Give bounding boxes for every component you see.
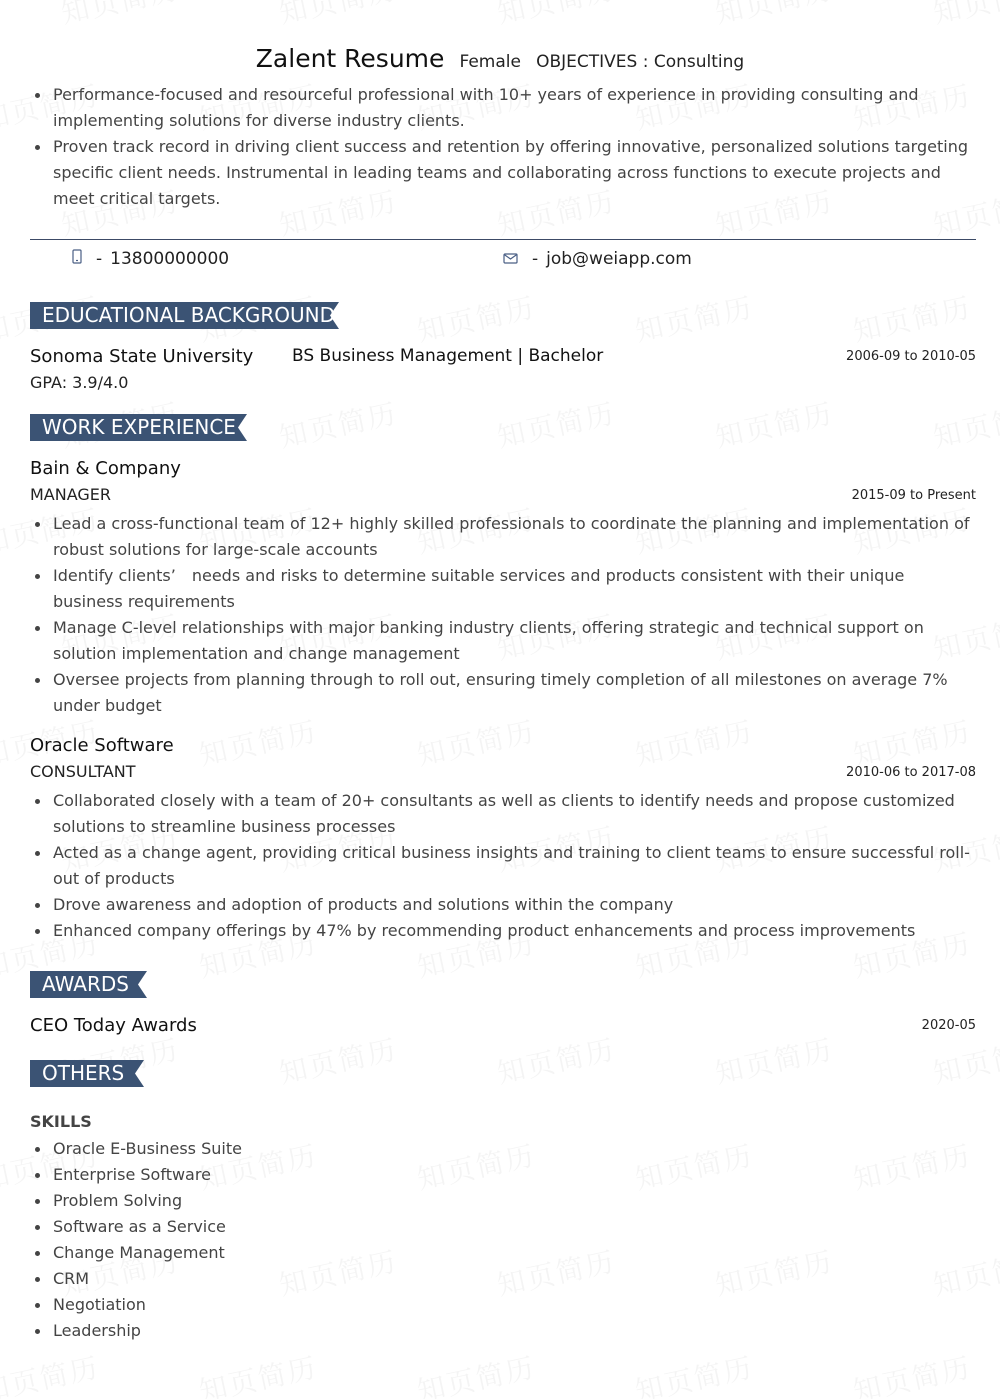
phone-contact	[72, 249, 229, 269]
phone-separator: -	[96, 249, 103, 269]
job-bullet: Oversee projects from planning through to roll out, ensuring timely completion of all milestones on average 7% under budget	[30, 667, 976, 719]
job-bullets	[30, 788, 976, 944]
job-bullet: Lead a cross-functional team of 12+ highly skilled professionals to coordinate the planning and implementation of robust solutions for large-scale accounts	[30, 511, 976, 563]
school-name: Sonoma State University	[30, 346, 254, 367]
email-contact	[503, 249, 692, 269]
section-title: OTHERS	[42, 1061, 125, 1085]
award-date: 2020-05	[921, 1018, 976, 1033]
header-divider	[30, 239, 976, 240]
education-dates: 2006-09 to 2010-05	[846, 349, 976, 364]
section-heading-awards	[30, 971, 147, 998]
resume-header	[0, 44, 1000, 73]
section-heading-work	[30, 414, 247, 441]
job-bullet: Manage C-level relationships with major banking industry clients, offering strategic and technical support on solution implementation and change management	[30, 615, 976, 667]
job-role: CONSULTANT	[30, 762, 136, 781]
objective: OBJECTIVES : Consulting	[536, 52, 745, 72]
summary-item: Proven track record in driving client success and retention by offering innovative, personalized solutions targeting specific client needs. Instrumental in leading teams and collaborating across functions to execute projects and meet critical targets.	[30, 134, 976, 212]
job-bullet: Identify clients’ needs and risks to determine suitable services and products consistent with their unique business requirements	[30, 563, 976, 615]
candidate-name: Zalent Resume	[255, 44, 445, 73]
summary-item: Performance-focused and resourceful professional with 10+ years of experience in providing consulting and implementing solutions for diverse industry clients.	[30, 82, 976, 134]
email-separator: -	[532, 249, 539, 269]
skill-item: Oracle E-Business Suite	[30, 1136, 630, 1162]
section-title: EDUCATIONAL BACKGROUND	[42, 303, 336, 327]
job-bullet: Collaborated closely with a team of 20+ consultants as well as clients to identify needs and propose customized solutions to streamline business processes	[30, 788, 976, 840]
skill-item: Negotiation	[30, 1292, 630, 1318]
skill-item: Leadership	[30, 1318, 630, 1344]
skill-item: Enterprise Software	[30, 1162, 630, 1188]
skill-item: Change Management	[30, 1240, 630, 1266]
summary-list	[30, 82, 976, 212]
section-heading-education	[30, 302, 339, 329]
award-title: CEO Today Awards	[30, 1015, 197, 1036]
skill-item: CRM	[30, 1266, 630, 1292]
skills-list	[30, 1136, 630, 1344]
job-bullet: Acted as a change agent, providing critical business insights and training to client teams to ensure successful roll-out of products	[30, 840, 976, 892]
skill-item: Problem Solving	[30, 1188, 630, 1214]
skill-item: Software as a Service	[30, 1214, 630, 1240]
skills-heading: SKILLS	[30, 1112, 92, 1131]
job-bullet: Enhanced company offerings by 47% by recommending product enhancements and process improvements	[30, 918, 976, 944]
company-name: Bain & Company	[30, 458, 181, 479]
job-dates: 2010-06 to 2017-08	[846, 765, 976, 780]
candidate-gender: Female	[459, 52, 521, 72]
phone-icon	[72, 249, 82, 269]
job-role: MANAGER	[30, 485, 112, 504]
gpa: GPA: 3.9/4.0	[30, 373, 129, 392]
section-title: AWARDS	[42, 972, 129, 996]
phone-number: 13800000000	[110, 249, 230, 269]
job-dates: 2015-09 to Present	[851, 488, 976, 503]
company-name: Oracle Software	[30, 735, 174, 756]
degree: BS Business Management | Bachelor	[292, 346, 604, 366]
section-title: WORK EXPERIENCE	[42, 415, 236, 439]
job-bullet: Drove awareness and adoption of products and solutions within the company	[30, 892, 976, 918]
job-bullets	[30, 511, 976, 719]
section-heading-others	[30, 1060, 144, 1087]
email-link[interactable]: job@weiapp.com	[546, 249, 692, 269]
envelope-icon	[503, 249, 518, 269]
